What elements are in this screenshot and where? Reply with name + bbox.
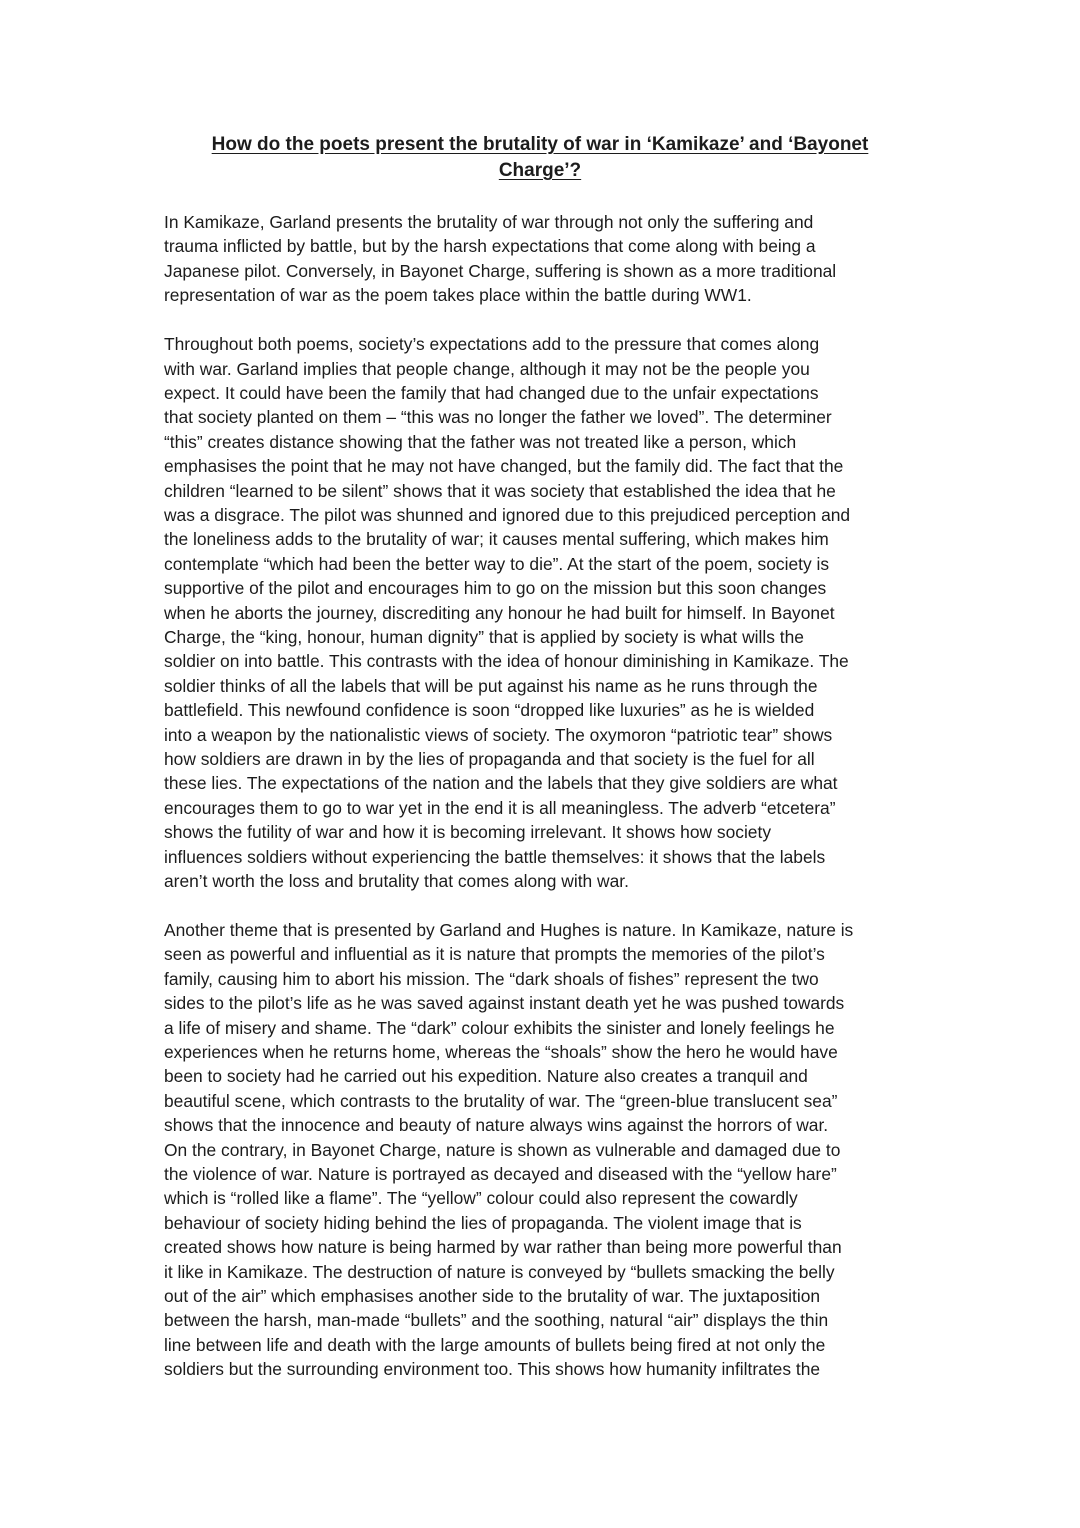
text-line: soldiers but the surrounding environment too. This shows how humanity infiltrates the [164, 1359, 821, 1380]
text-line: been to society had he carried out his expedition. Nature also creates a tranquil and [164, 1066, 808, 1087]
text-line: when he aborts the journey, discrediting any honour he had built for himself. In Bayonet [164, 602, 835, 623]
text-line: trauma inflicted by battle, but by the harsh expectations that come along with being a [164, 236, 816, 257]
title-line: Charge’? [498, 160, 582, 181]
text-line: that society planted on them – “this was no longer the father we loved”. The determiner [164, 407, 832, 428]
text-line: Charge, the “king, honour, human dignity” that is applied by society is what wills the [164, 627, 804, 647]
text-line: between the harsh, man-made “bullets” and the soothing, natural “air” displays the thin [164, 1310, 829, 1331]
text-line: emphasises the point that he may not have changed, but the family did. The fact that the [164, 456, 844, 477]
text-line: Japanese pilot. Conversely, in Bayonet Charge, suffering is shown as a more traditional [164, 260, 837, 281]
text-line: experiences when he returns home, whereas the “shoals” show the hero he would have [164, 1042, 838, 1062]
text-line: it like in Kamikaze. The destruction of nature is conveyed by “bullets smacking the belly [164, 1261, 835, 1282]
text-line: On the contrary, in Bayonet Charge, nature is shown as vulnerable and damaged due to [164, 1139, 841, 1160]
text-line: family, causing him to abort his mission. The “dark shoals of fishes” represent the two [164, 968, 819, 989]
text-line: was a disgrace. The pilot was shunned and ignored due to this prejudiced perception and [164, 504, 851, 525]
essay-paragraph [164, 918, 924, 1382]
text-line: behaviour of society hiding behind the lies of propaganda. The violent image that is [164, 1212, 802, 1233]
essay-paragraph [164, 210, 924, 308]
text-line: soldier on into battle. This contrasts with the idea of honour diminishing in Kamikaze. The [164, 651, 849, 672]
text-line: created shows how nature is being harmed by war rather than being more powerful than [164, 1237, 842, 1258]
text-line: with war. Garland implies that people change, although it may not be the people you [164, 358, 810, 379]
text-line: how soldiers are drawn in by the lies of propaganda and that society is the fuel for all [164, 749, 815, 770]
text-line: supportive of the pilot and encourages him to go on the mission but this soon changes [164, 578, 827, 599]
text-line: a life of misery and shame. The “dark” colour exhibits the sinister and lonely feelings he [164, 1017, 835, 1038]
text-line: In Kamikaze, Garland presents the brutality of war through not only the suffering and [164, 212, 814, 232]
text-line: which is “rolled like a flame”. The “yellow” colour could also represent the cowardly [164, 1188, 798, 1209]
text-line: these lies. The expectations of the nation and the labels that they give soldiers are what [164, 773, 838, 794]
text-line: seen as powerful and influential as it is nature that prompts the memories of the pilot’s [164, 944, 825, 965]
essay-title [150, 132, 930, 184]
text-line: children “learned to be silent” shows that it was society that established the idea that he [164, 480, 836, 501]
text-line: Another theme that is presented by Garland and Hughes is nature. In Kamikaze, nature is [164, 919, 854, 940]
text-line: influences soldiers without experiencing the battle themselves: it shows that the labels [164, 846, 826, 867]
text-line: shows that the innocence and beauty of nature always wins against the horrors of war. [164, 1115, 829, 1136]
text-line: the loneliness adds to the brutality of war; it causes mental suffering, which makes him [164, 529, 829, 550]
title-line: How do the poets present the brutality of war in ‘Kamikaze’ and ‘Bayonet [211, 134, 869, 155]
text-line: the violence of war. Nature is portrayed as decayed and diseased with the “yellow hare” [164, 1164, 837, 1185]
text-line: Throughout both poems, society’s expectations add to the pressure that comes along [164, 334, 820, 355]
essay-body [164, 210, 924, 1406]
text-line: into a weapon by the nationalistic views of society. The oxymoron “patriotic tear” shows [164, 724, 833, 745]
text-line: contemplate “which had been the better way to die”. At the start of the poem, society is [164, 553, 830, 574]
text-line: encourages them to go to war yet in the end it is all meaningless. The adverb “etcetera” [164, 797, 836, 818]
text-line: beautiful scene, which contrasts to the brutality of war. The “green-blue translucent sea” [164, 1090, 838, 1111]
text-line: out of the air” which emphasises another side to the brutality of war. The juxtaposition [164, 1286, 821, 1307]
essay-paragraph [164, 332, 924, 893]
text-line: aren’t worth the loss and brutality that comes along with war. [164, 871, 629, 892]
text-line: shows the futility of war and how it is becoming irrelevant. It shows how society [164, 822, 772, 843]
text-line: expect. It could have been the family that had changed due to the unfair expectations [164, 382, 819, 403]
text-line: soldier thinks of all the labels that will be put against his name as he runs through the [164, 675, 818, 696]
text-line: line between life and death with the large amounts of bullets being fired at not only the [164, 1334, 826, 1355]
text-line: “this” creates distance showing that the father was not treated like a person, which [164, 431, 797, 452]
text-line: battlefield. This newfound confidence is soon “dropped like luxuries” as he is wielded [164, 700, 815, 721]
text-line: sides to the pilot’s life as he was saved against instant death yet he was pushed towards [164, 993, 845, 1014]
text-line: representation of war as the poem takes place within the battle during WW1. [164, 285, 752, 306]
